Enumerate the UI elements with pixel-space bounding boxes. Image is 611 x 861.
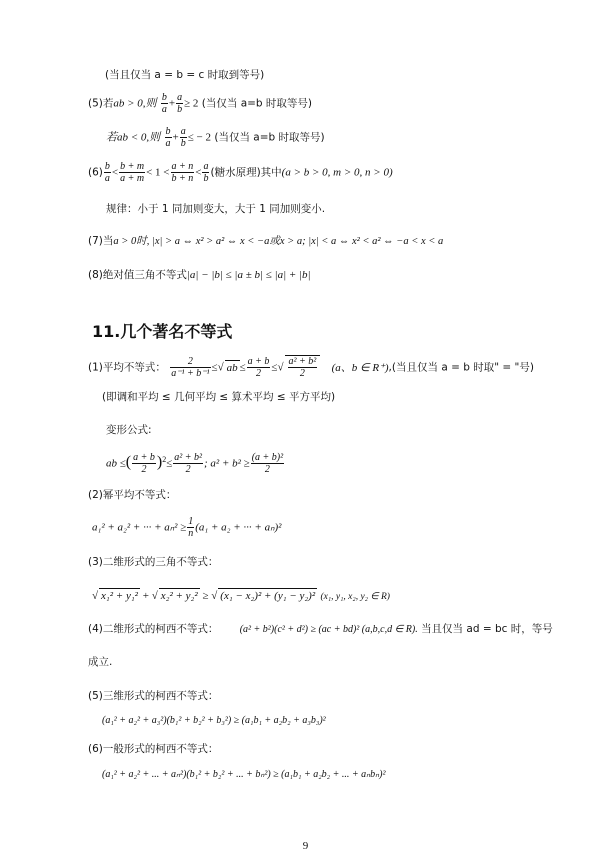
- fraction: $\frac{2}{\text{a⁻¹ + b⁻¹}}$: [171, 356, 210, 379]
- fraction: $\frac{\text{a² + b²}}{2}$: [174, 452, 202, 475]
- formula-part: a₁² + a₂² + ··· + aₙ² ≥: [92, 521, 187, 534]
- plus-sign: +: [172, 131, 179, 144]
- sqrt-term: x₁² + y₁²: [101, 590, 138, 602]
- line-cauchy-3d-label: (5)三维形式的柯西不等式：: [88, 690, 219, 702]
- plus-sign: +: [168, 97, 176, 110]
- item-8-label: (8)绝对值三角不等式: [88, 269, 187, 281]
- line-mean-inequality: (1)平均不等式： $\frac{2}{\text{a⁻¹ + b⁻¹}}$ ≤√ ab ≤ $\frac{a + b}{2}$ ≤√ $\frac{\text{a² + b²}}{2}$ (a、b ∈ R⁺),(当且仅当 a = b 时取" = "号): [88, 356, 534, 379]
- fraction: $\frac{b}{a}$: [165, 126, 171, 149]
- line-power-mean-formula: [92, 516, 281, 539]
- line-triangle-formula: √ x₁² + y₁² + √ x₂² + y₂² ≥ √ (x₁ − x₂)² + (y₁ − y₂)² (x₁, y₁, x₂, y₂ ∈ R): [92, 590, 390, 602]
- cauchy-2d-note: 当且仅当 ad = bc 时，等号: [421, 623, 553, 635]
- fraction: $\frac{a}{b}$: [203, 161, 209, 184]
- fraction: $\frac{a + b}{2}$: [133, 452, 155, 475]
- line-cauchy-general-formula: (a₁² + a₂² + ... + aₙ²)(b₁² + b₂² + ... + bₙ²) ≥ (a₁b₁ + a₂b₂ + ... + aₙbₙ)²: [102, 769, 386, 780]
- formula-condition: (x₁, y₁, x₂, y₂ ∈ R): [320, 592, 390, 602]
- item-6-note: (糖水原理)其中: [210, 166, 282, 179]
- fraction: $\frac{1}{n}$: [188, 516, 194, 539]
- item-5-neg-note: (当仅当 a=b 时取等号): [214, 131, 325, 144]
- line-item-5: [88, 92, 312, 115]
- line-item-6: (6) $\frac{b}{a}$ < $\frac{b + m}{a + m}$ < 1 < $\frac{a + n}{b + n}$ < $\frac{a}{b}$ (糖水原理)其中(a > b > 0, m > 0, n > 0): [88, 161, 393, 184]
- fraction: $\frac{\text{(a + b)²}}{2}$: [251, 452, 284, 475]
- fraction: $\frac{b}{a}$: [104, 161, 110, 184]
- item-8-formula: |a| − |b| ≤ |a ± b| ≤ |a| + |b|: [186, 269, 311, 281]
- line-triangle-label: (3)二维形式的三角不等式：: [88, 556, 219, 568]
- relation: ≤ − 2: [187, 131, 211, 144]
- section-heading: 11.几个著名不等式: [92, 322, 233, 341]
- cauchy-2d-label: (4)二维形式的柯西不等式：: [88, 623, 219, 635]
- line-power-mean-label: (2)幂平均不等式：: [88, 489, 177, 501]
- line-item-7: [88, 234, 443, 249]
- formula-part: (a₁ + a₂ + ··· + aₙ)²: [195, 521, 282, 534]
- sqrt-term: (x₁ − x₂)² + (y₁ − y₂)²: [220, 590, 316, 602]
- item-5-condition: ab > 0,则: [113, 97, 157, 110]
- item-1-note: ,(当且仅当 a = b 时取" = "号): [388, 361, 534, 374]
- line-rule: 规律：小于 1 同加则变大，大于 1 同加则变小.: [106, 203, 326, 215]
- item-5-neg-condition: 若ab < 0,则: [106, 131, 161, 144]
- sqrt-ab: ab: [226, 361, 238, 374]
- fraction: $\frac{a + b}{2}$: [247, 356, 270, 379]
- item-5-label: (5)若: [88, 97, 114, 110]
- item-6-label: (6): [88, 166, 103, 179]
- line-item-8: [88, 268, 311, 282]
- formula-part: ab ≤: [106, 457, 126, 470]
- line-variant-formula: ab ≤( $\frac{a + b}{2}$ )$^2$≤ $\frac{\text{a² + b²}}{2}$ ; a² + b² ≥ $\frac{\text{(a + b)²}}{2}$: [106, 452, 284, 475]
- item-6-condition: (a > b > 0, m > 0, n > 0): [281, 166, 393, 179]
- relation: ≥ 2: [184, 97, 199, 110]
- line-item-5-negative: [106, 126, 325, 149]
- line-cauchy-general-label: (6)一般形式的柯西不等式：: [88, 743, 219, 755]
- line-cauchy-2d: [88, 622, 553, 637]
- page-number: 9: [302, 840, 309, 852]
- cauchy-2d-formula: (a² + b²)(c² + d²) ≥ (ac + bd)² (a,b,c,d ∈ R).: [239, 624, 418, 635]
- fraction: $\frac{b}{a}$: [161, 92, 167, 115]
- sqrt-term: x₂² + y₂²: [160, 590, 198, 602]
- line-mean-explanation: (即调和平均 ≤ 几何平均 ≤ 算术平均 ≤ 平方平均): [102, 391, 336, 403]
- item-5-note: (当仅当 a=b 时取等号): [201, 97, 313, 110]
- item-1-label: (1)平均不等式：: [88, 361, 166, 374]
- line-equality-condition: (当且仅当 a = b = c 时取到等号): [105, 69, 265, 81]
- line-cauchy-3d-formula: (a₁² + a₂² + a₃²)(b₁² + b₂² + b₃²) ≥ (a₁b₁ + a₂b₂ + a₃b₃)²: [102, 715, 326, 726]
- relation: < 1 <: [146, 166, 170, 179]
- line-variant-label: 变形公式:: [106, 424, 152, 436]
- item-7-label: (7)当: [88, 235, 114, 247]
- fraction: $\frac{a + n}{b + n}$: [171, 161, 194, 184]
- fraction: $\frac{a}{b}$: [177, 92, 183, 115]
- relation: ≤: [166, 457, 173, 470]
- item-7-formula: a > 0时, |x| > a ⇔ x² > a² ⇔ x < −a或x > a; |x| < a ⇔ x² < a² ⇔ −a < x < a: [113, 236, 444, 247]
- item-1-condition: (a、b ∈ R⁺): [331, 361, 389, 374]
- fraction: $\frac{b + m}{a + m}$: [120, 161, 145, 184]
- fraction: $\frac{\text{a² + b²}}{2}$: [288, 356, 317, 379]
- line-holds: 成立.: [88, 656, 113, 668]
- formula-part: ; a² + b² ≥: [204, 457, 250, 470]
- fraction: $\frac{a}{b}$: [180, 126, 186, 149]
